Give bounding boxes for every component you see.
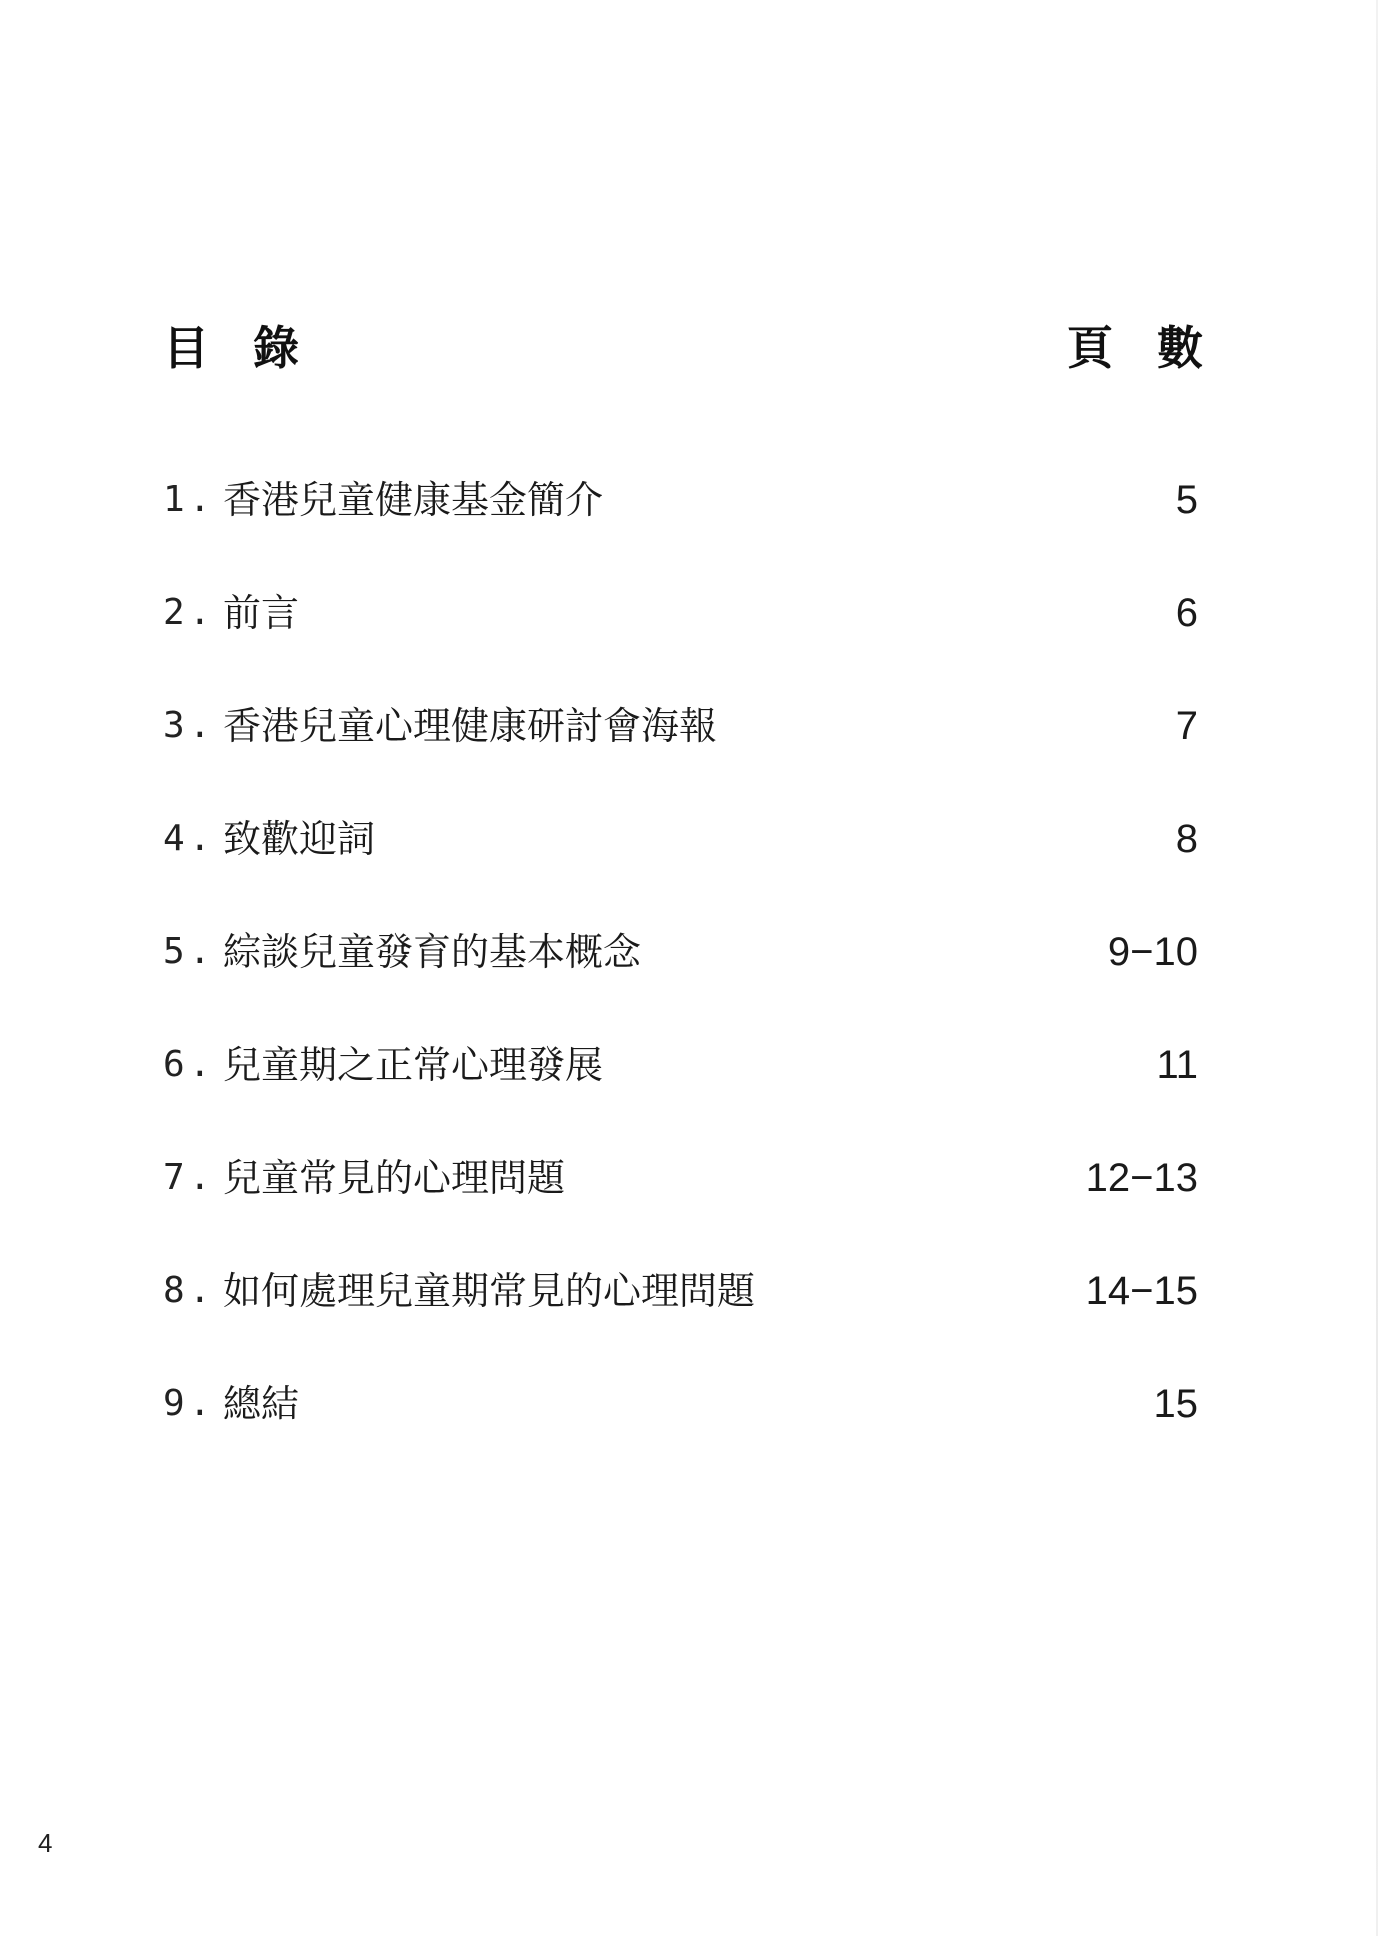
toc-item-title: 兒童期之正常心理發展 bbox=[223, 1043, 604, 1087]
toc-item-1 bbox=[163, 470, 1203, 583]
scan-edge bbox=[1376, 0, 1378, 1936]
toc-item-page: 8 bbox=[1175, 817, 1198, 861]
toc-item-page: 6 bbox=[1175, 591, 1198, 635]
toc-item-7 bbox=[163, 1148, 1203, 1261]
toc-item-number: 9 bbox=[163, 1383, 185, 1424]
toc-item-title: 兒童常見的心理問題 bbox=[223, 1156, 566, 1200]
toc-item-page: 5 bbox=[1175, 478, 1198, 522]
toc-item-title: 綜談兒童發育的基本概念 bbox=[223, 930, 642, 974]
toc-item-dot: . bbox=[189, 1383, 211, 1424]
toc-item-page: 14−15 bbox=[1085, 1269, 1198, 1313]
toc-item-number: 5 bbox=[163, 931, 185, 972]
toc-item-page: 11 bbox=[1156, 1043, 1198, 1087]
toc-item-3 bbox=[163, 696, 1203, 809]
toc-item-page: 7 bbox=[1175, 704, 1198, 748]
toc-item-dot: . bbox=[189, 479, 211, 520]
toc-item-dot: . bbox=[189, 705, 211, 746]
toc-item-number: 1 bbox=[163, 479, 185, 520]
toc-item-dot: . bbox=[189, 818, 211, 859]
toc-list bbox=[163, 470, 1203, 1487]
toc-item-title: 致歡迎詞 bbox=[223, 817, 376, 861]
page-number: 4 bbox=[38, 1828, 53, 1858]
pages-heading: 頁數 bbox=[1067, 321, 1247, 375]
toc-item-title: 總結 bbox=[223, 1382, 300, 1426]
toc-item-9 bbox=[163, 1374, 1203, 1487]
toc-item-dot: . bbox=[189, 931, 211, 972]
toc-item-dot: . bbox=[189, 1157, 211, 1198]
contents-heading: 目錄 bbox=[163, 321, 343, 375]
toc-header bbox=[163, 318, 1247, 378]
toc-item-2 bbox=[163, 583, 1203, 696]
toc-item-5 bbox=[163, 922, 1203, 1035]
toc-item-8 bbox=[163, 1261, 1203, 1374]
toc-item-page: 9−10 bbox=[1107, 930, 1198, 974]
toc-item-number: 8 bbox=[163, 1270, 185, 1311]
toc-item-dot: . bbox=[189, 592, 211, 633]
toc-item-page: 15 bbox=[1153, 1382, 1198, 1426]
toc-item-title: 香港兒童心理健康研討會海報 bbox=[223, 704, 718, 748]
toc-item-number: 2 bbox=[163, 592, 185, 633]
toc-item-title: 香港兒童健康基金簡介 bbox=[223, 478, 604, 522]
toc-item-number: 4 bbox=[163, 818, 185, 859]
toc-item-number: 3 bbox=[163, 705, 185, 746]
toc-item-dot: . bbox=[189, 1270, 211, 1311]
toc-item-title: 如何處理兒童期常見的心理問題 bbox=[223, 1269, 756, 1313]
toc-item-page: 12−13 bbox=[1085, 1156, 1198, 1200]
toc-item-title: 前言 bbox=[223, 591, 300, 635]
toc-item-4 bbox=[163, 809, 1203, 922]
toc-item-number: 6 bbox=[163, 1044, 185, 1085]
toc-item-6 bbox=[163, 1035, 1203, 1148]
toc-item-dot: . bbox=[189, 1044, 211, 1085]
toc-item-number: 7 bbox=[163, 1157, 185, 1198]
